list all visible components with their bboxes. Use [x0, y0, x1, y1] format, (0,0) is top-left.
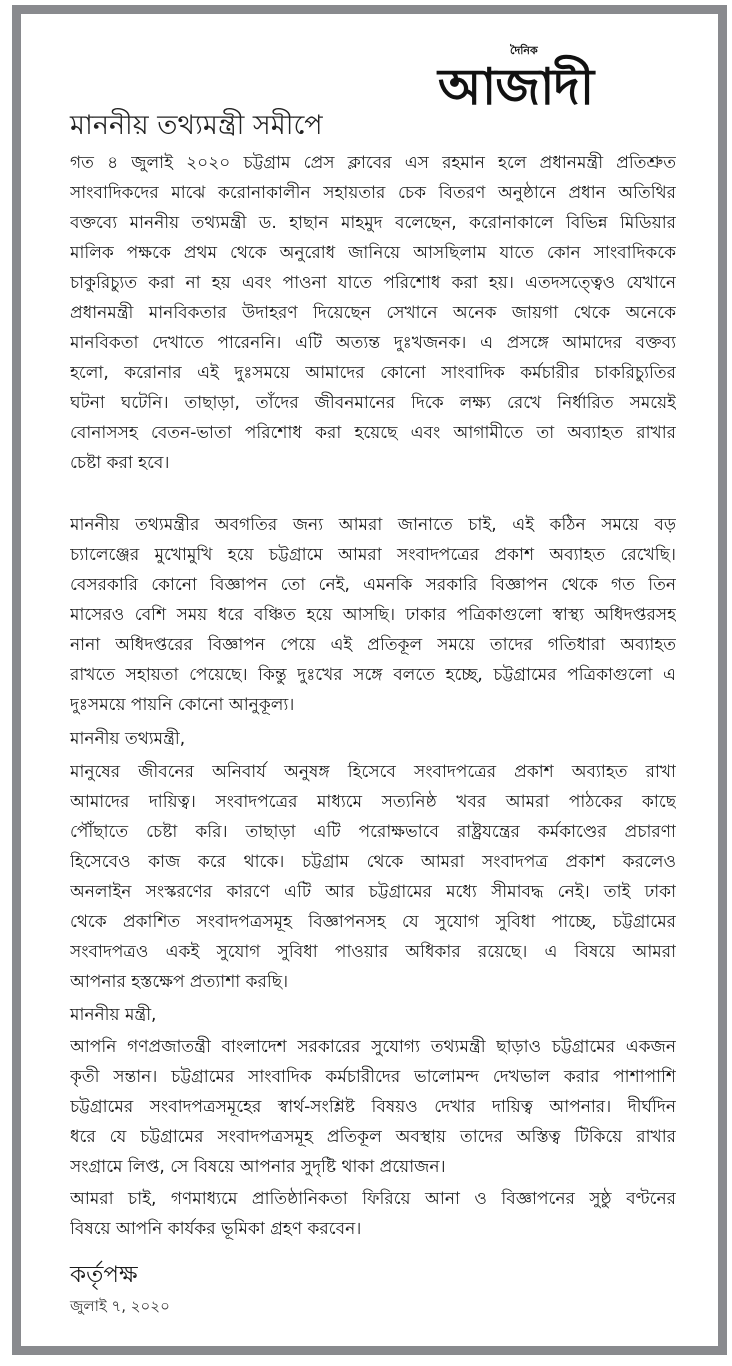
text-line: আমরা চাই, গণমাধ্যমে প্রাতিষ্ঠানিকতা ফিরিয়ে আনা ও বিজ্ঞাপনের সুষ্ঠু বণ্টনের	[70, 1189, 676, 1209]
text-line: মাসেরও বেশি সময় ধরে বঞ্চিত হয়ে আসছি। ঢাকার পত্রিকাগুলো স্বাস্থ্য অধিদপ্তরসহ	[70, 605, 676, 625]
text-line: বক্তব্যে মাননীয় তথ্যমন্ত্রী ড. হাছান মাহমুদ বলেছেন, করোনাকালে বিভিন্ন মিডিয়ার	[70, 213, 676, 233]
masthead-daily: দৈনিক	[510, 44, 538, 57]
paragraph-1	[70, 148, 676, 478]
text-line: বেসরকারি কোনো বিজ্ঞাপন তো নেই, এমনকি সরকারি বিজ্ঞাপন থেকে গত তিন	[70, 575, 676, 595]
text-line: মালিক পক্ষকে প্রথম থেকে অনুরোধ জানিয়ে আসছিলাম যাতে কোন সাংবাদিককে	[70, 243, 676, 263]
text-line: রাখতে সহায়তা পেয়েছে। কিন্তু দুঃখের সঙ্গে বলতে হচ্ছে, চট্টগ্রামের পত্রিকাগুলো এ	[70, 665, 676, 685]
text-line: দুঃসময়ে পায়নি কোনো আনুকূল্য।	[70, 695, 295, 715]
text-line: গত ৪ জুলাই ২০২০ চট্টগ্রাম প্রেস ক্লাবের এস রহমান হলে প্রধানমন্ত্রী প্রতিশ্রুত	[70, 153, 676, 173]
salutation-1: মাননীয় তথ্যমন্ত্রী,	[70, 729, 186, 749]
text-line: মাননীয় তথ্যমন্ত্রীর অবগতির জন্য আমরা জানাতে চাই, এই কঠিন সময়ে বড়	[70, 515, 676, 535]
text-line: মানবিকতা দেখাতে পারেননি। এটি অত্যন্ত দুঃখজনক। এ প্রসঙ্গে আমাদের বক্তব্য	[70, 333, 676, 353]
paragraph-2	[70, 510, 676, 720]
text-line: আপনি গণপ্রজাতন্ত্রী বাংলাদেশ সরকারের সুযোগ্য তথ্যমন্ত্রী ছাড়াও চট্টগ্রামের একজন	[70, 1037, 676, 1057]
signature: কর্তৃপক্ষ	[70, 1262, 138, 1288]
text-line: অনলাইন সংস্করণের কারণে এটি আর চট্টগ্রামের মধ্যে সীমাবদ্ধ নেই। তাই ঢাকা	[70, 882, 676, 902]
masthead-name: আজাদী	[438, 58, 594, 116]
text-line: চট্টগ্রামের সংবাদপত্রসমূহের স্বার্থ-সংশ্লিষ্ট বিষয়ও দেখার দায়িত্ব আপনার। দীর্ঘদিন	[70, 1097, 676, 1117]
paragraph-4	[70, 1032, 676, 1182]
text-line: কৃতী সন্তান। চট্টগ্রামের সাংবাদিক কর্মচারীদের ভালোমন্দ দেখভাল করার পাশাপাশি	[70, 1067, 676, 1087]
salutation-2: মাননীয় মন্ত্রী,	[70, 1005, 157, 1025]
text-line: চেষ্টা করা হবে।	[70, 453, 170, 473]
text-line: বিষয়ে আপনি কার্যকর ভূমিকা গ্রহণ করবেন।	[70, 1219, 362, 1239]
text-line: চাকুরিচ্যুত করা না হয় এবং পাওনা যাতে পরিশোধ করা হয়। এতদসত্ত্বেও যেখানে	[70, 273, 676, 293]
text-line: প্রধানমন্ত্রী মানবিকতার উদাহরণ দিয়েছেন সেখানে অনেক জায়গা থেকে অনেকে	[70, 303, 676, 323]
text-line: আমাদের দায়িত্ব। সংবাদপত্রের মাধ্যমে সত্যনিষ্ঠ খবর আমরা পাঠকের কাছে	[70, 792, 676, 812]
letter-title: মাননীয় তথ্যমন্ত্রী সমীপে	[70, 110, 323, 141]
text-line: নানা অধিদপ্তরের বিজ্ঞাপন পেয়ে এই প্রতিকূল সময়ে তাদের গতিধারা অব্যাহত	[70, 635, 676, 655]
text-line: সংবাদপত্রও একই সুযোগ সুবিধা পাওয়ার অধিকার রয়েছে। এ বিষয়ে আমরা	[70, 942, 676, 962]
text-line: বোনাসসহ বেতন-ভাতা পরিশোধ করা হয়েছে এবং আগামীতে তা অব্যাহত রাখার	[70, 423, 676, 443]
text-line: থেকে প্রকাশিত সংবাদপত্রসমূহ বিজ্ঞাপনসহ যে সুযোগ সুবিধা পাচ্ছে, চট্টগ্রামের	[70, 912, 676, 932]
text-line: পৌঁছাতে চেষ্টা করি। তাছাড়া এটি পরোক্ষভাবে রাষ্ট্রযন্ত্রের কর্মকাণ্ডের প্রচারণা	[70, 822, 676, 842]
paragraph-5	[70, 1184, 676, 1244]
text-line: সাংবাদিকদের মাঝে করোনাকালীন সহায়তার চেক বিতরণ অনুষ্ঠানে প্রধান অতিথির	[70, 183, 676, 203]
text-line: ঘটনা ঘটেনি। তাছাড়া, তাঁদের জীবনমানের দিকে লক্ষ্য রেখে নির্ধারিত সময়েই	[70, 393, 676, 413]
text-line: মানুষের জীবনের অনিবার্য অনুষঙ্গ হিসেবে সংবাদপত্রের প্রকাশ অব্যাহত রাখা	[70, 762, 676, 782]
text-line: হিসেবেও কাজ করে থাকে। চট্টগ্রাম থেকে আমরা সংবাদপত্র প্রকাশ করলেও	[70, 852, 676, 872]
text-line: হলো, করোনার এই দুঃসময়ে আমাদের কোনো সাংবাদিক কর্মচারীর চাকরিচ্যুতির	[70, 363, 676, 383]
text-line: আপনার হস্তক্ষেপ প্রত্যাশা করছি।	[70, 972, 289, 992]
text-line: চ্যালেঞ্জের মুখোমুখি হয়ে চট্টগ্রামে আমরা সংবাদপত্রের প্রকাশ অব্যাহত রেখেছি।	[70, 545, 676, 565]
paragraph-3	[70, 757, 676, 997]
letter-date: জুলাই ৭, ২০২০	[70, 1297, 170, 1315]
text-line: সংগ্রামে লিপ্ত, সে বিষয়ে আপনার সুদৃষ্টি থাকা প্রয়োজন।	[70, 1157, 446, 1177]
masthead-logo	[438, 44, 638, 118]
text-line: ধরে যে চট্টগ্রামের সংবাদপত্রসমূহ প্রতিকূল অবস্থায় তাদের অস্তিত্ব টিকিয়ে রাখার	[70, 1127, 676, 1147]
